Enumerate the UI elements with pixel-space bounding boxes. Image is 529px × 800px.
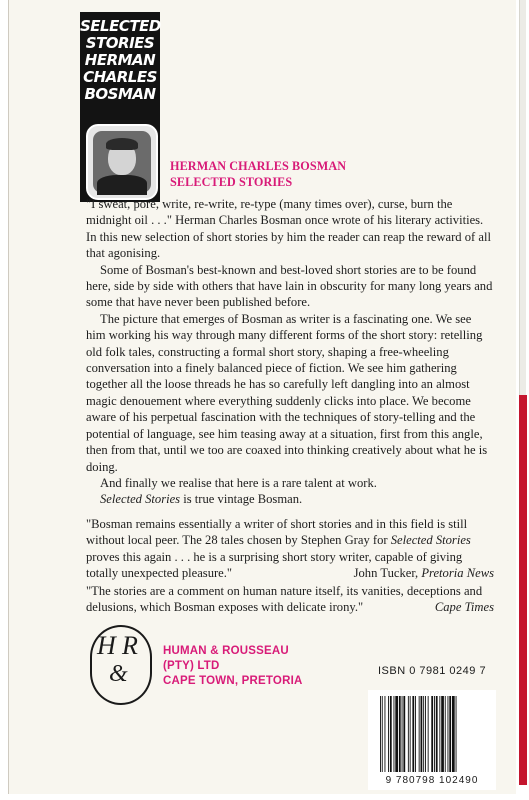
barcode-bar — [452, 696, 455, 772]
logo-line: SELECTED — [80, 17, 161, 35]
spine-red-strip — [519, 395, 527, 785]
quote-text: "The stories are a comment on human nature itself, its vanities, deceptions and delusions, which Bosman exposes with delicate irony." — [86, 584, 483, 615]
barcode-bar — [410, 696, 411, 772]
heading-author: HERMAN CHARLES BOSMAN — [170, 159, 347, 173]
blurb-text: is true vintage Bosman. — [180, 492, 303, 507]
barcode-digits: 9 780798 102490 — [385, 775, 479, 786]
title-italic: Selected Stories — [390, 533, 471, 548]
barcode-bar — [412, 696, 414, 772]
publisher-line: (PTY) LTD — [163, 660, 220, 672]
barcode-bar — [423, 696, 424, 772]
blurb-paragraph: Some of Bosman's best-known and best-loved short stories are to be found here, side by side with others that have lain in obscurity for many long years and some that have never been published before. — [86, 262, 493, 310]
barcode-bar — [436, 696, 438, 772]
logo-line: STORIES — [85, 34, 155, 52]
blurb-paragraph: "I sweat, pore, write, re-write, re-type (many times over), curse, burn the midnight oil . . ." Herman Charles Bosman once wrote of his literary activities. In this new selection of short stories by him the reader can reap the reward of all that agonising. — [86, 197, 491, 261]
review-quote-cape-times — [86, 583, 494, 616]
barcode-bar — [403, 696, 405, 772]
quote-text: proves this again . . . he is a surprising short story writer, capable of giving totally unexpected pleasure." — [86, 549, 463, 581]
barcode-bar — [419, 696, 420, 772]
logo-line: HERMAN — [84, 51, 156, 69]
logo-title — [80, 18, 160, 103]
barcode-bar — [399, 696, 401, 772]
barcode-bar — [428, 696, 429, 772]
barcode-bar — [415, 696, 416, 772]
publisher-line: CAPE TOWN, PRETORIA — [163, 675, 303, 687]
portrait-hair — [106, 138, 138, 150]
barcode-bar — [394, 696, 395, 772]
barcode — [380, 696, 485, 772]
tv-frame-portrait — [86, 124, 158, 200]
title-italic: Selected Stories — [100, 492, 181, 507]
barcode-bar — [431, 696, 433, 772]
barcode-bar — [390, 696, 392, 772]
barcode-bar — [385, 696, 386, 772]
blurb-paragraph: And finally we realise that here is a rare talent at work. — [100, 475, 377, 490]
heading-title: SELECTED STORIES — [170, 175, 293, 189]
barcode-bar — [445, 696, 446, 772]
barcode-bar — [408, 696, 409, 772]
blurb-paragraph: The picture that emerges of Bosman as writer is a fascinating one. We see him working his way through many different forms of the short story: retelling old folk tales, constructing a formal short story, shaping a free-wheeling conversation into a finely balanced piece of fiction. We see him gathering together all the loose threads he has so carefully left dangling into an almost magic denouement where everything suddenly clicks into place. We become aware of his perpetual fascination with the techniques of story-telling and the potential of language, see him teasing away at a situation, first from this angle, then from that, until we too are coaxed into thinking creatively about what he is doing. — [86, 311, 488, 474]
barcode-bar — [434, 696, 435, 772]
barcode-bar — [448, 696, 449, 772]
publisher-name — [163, 644, 302, 689]
barcode-bar — [402, 696, 403, 772]
portrait-screen — [93, 131, 151, 193]
barcode-bar — [395, 696, 398, 772]
quote-attribution: John Tucker, Pretoria News — [353, 566, 494, 581]
barcode-bar — [425, 696, 426, 772]
spine-grey-strip — [519, 0, 526, 395]
review-quote-pretoria-news — [86, 516, 494, 582]
barcode-bar — [380, 696, 381, 772]
cover-thumbnail-logo — [80, 12, 160, 202]
publisher-logo: H R & — [90, 625, 152, 705]
barcode-bar — [441, 696, 444, 772]
blurb-paragraph — [86, 491, 494, 507]
quote-text: "Bosman remains essentially a writer of short stories and in this field is still without local peer. The 28 tales chosen by Stephen Gray for — [86, 517, 468, 548]
barcode-bar — [382, 696, 383, 772]
logo-line: BOSMAN — [84, 85, 156, 103]
barcode-bar — [449, 696, 451, 772]
isbn-label: ISBN 0 7981 0249 7 — [378, 665, 487, 677]
barcode-bar — [456, 696, 457, 772]
barcode-bar — [388, 696, 389, 772]
barcode-bar — [439, 696, 440, 772]
portrait-shoulders — [97, 175, 147, 195]
quote-attribution: Cape Times — [434, 600, 494, 615]
blurb — [86, 196, 494, 508]
barcode-bar — [421, 696, 423, 772]
book-heading — [170, 158, 346, 190]
logo-line: CHARLES — [83, 68, 157, 86]
publisher-line: HUMAN & ROUSSEAU — [163, 645, 289, 657]
